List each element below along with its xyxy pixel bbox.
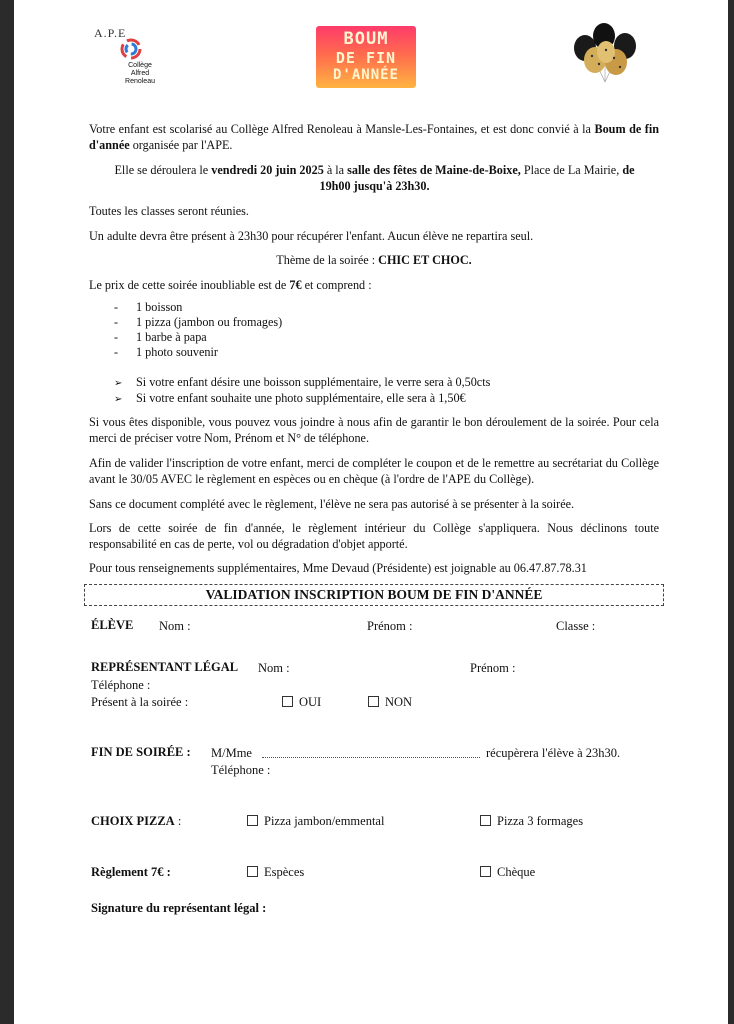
document-page — [14, 0, 728, 1024]
included-list — [114, 300, 282, 360]
list-item: ➢ Si votre enfant désire une boisson supplémentaire, le verre sera à 0,50cts — [114, 375, 491, 389]
especes-checkbox[interactable]: Espèces — [247, 865, 304, 880]
theme-paragraph: Thème de la soirée : CHIC ET CHOC. — [276, 253, 472, 267]
rules-paragraph: Lors de cette soirée de fin d'année, le règlement intérieur du Collège s'appliquera. Nous déclinons toute responsabilité en cas de perte, vol ou dégradation d'objet apporté. — [89, 521, 659, 551]
arrow-bullet-icon: ➢ — [114, 394, 123, 405]
payment-warning-paragraph: Sans ce document complété avec le règlement, l'élève ne sera pas autorisé à se présenter à la soirée. — [89, 497, 575, 511]
extras-list — [114, 375, 490, 407]
representant-telephone-field[interactable]: Téléphone : — [91, 678, 151, 692]
boum-logo-line2: DE FIN — [335, 49, 397, 67]
present-non-checkbox[interactable]: NON — [368, 695, 412, 710]
contact-paragraph: Pour tous renseignements supplémentaires, Mme Devaud (Présidente) est joignable au 06.47.87.78.31 — [89, 561, 587, 575]
intro-paragraph: Votre enfant est scolarisé au Collège Alfred Renoleau à Mansle-Les-Fontaines, et est donc convié à la Boum de fin d'année organisée par l'APE. — [89, 122, 659, 152]
representant-label: REPRÉSENTANT LÉGAL — [91, 660, 239, 674]
form-title: VALIDATION INSCRIPTION BOUM DE FIN D'ANNÉE — [205, 587, 543, 602]
eleve-prenom-field[interactable]: Prénom : — [367, 619, 413, 633]
ape-logo-title: A.P.E — [94, 26, 127, 40]
registration-paragraph: Afin de valider l'inscription de votre enfant, merci de compléter le coupon et de le remettre au secrétariat du Collège avant le 30/05 AVEC le règlement en espèces ou en chèque (à l'ordre de l'APE du Collège). — [89, 456, 659, 486]
form-title-frame — [84, 584, 664, 606]
boum-logo — [316, 26, 416, 88]
boum-logo-line3: D'ANNÉE — [332, 67, 399, 83]
representant-nom-field[interactable]: Nom : — [258, 661, 290, 675]
arrow-bullet-icon: ➢ — [114, 378, 123, 389]
ape-logo — [92, 24, 155, 94]
present-oui-checkbox[interactable]: OUI — [282, 695, 321, 710]
mmme-label: M/Mme — [211, 746, 252, 760]
representant-prenom-field[interactable]: Prénom : — [470, 661, 516, 675]
eleve-label: ÉLÈVE — [91, 618, 134, 632]
eleve-classe-field[interactable]: Classe : — [556, 619, 596, 633]
price-paragraph: Le prix de cette soirée inoubliable est de 7€ et comprend : — [89, 278, 372, 292]
classes-paragraph: Toutes les classes seront réunies. — [89, 204, 249, 218]
fin-soiree-label: FIN DE SOIRÉE : — [91, 745, 191, 759]
ape-swirl-icon — [120, 38, 142, 60]
volunteer-paragraph: Si vous êtes disponible, vous pouvez vous joindre à nous afin de garantir le bon déroulement de la soirée. Pour cela merci de préciser votre Nom, Prénom et N° de téléphone. — [89, 415, 659, 445]
list-item: - 1 photo souvenir — [114, 345, 218, 359]
present-label: Présent à la soirée : — [91, 695, 189, 709]
pizza-jambon-checkbox[interactable]: Pizza jambon/emmental — [247, 814, 384, 829]
list-item: ➢ Si votre enfant souhaite une photo supplémentaire, elle sera à 1,50€ — [114, 391, 466, 405]
balloons-icon — [570, 20, 640, 86]
recup-text: récupèrera l'élève à 23h30. — [486, 746, 621, 760]
adult-paragraph: Un adulte devra être présent à 23h30 pour récupérer l'enfant. Aucun élève ne repartira seul. — [89, 229, 534, 243]
event-details-paragraph: Elle se déroulera le vendredi 20 juin 2025 à la salle des fêtes de Maine-de-Boixe, Place de La Mairie, de 19h00 jusqu'à 23h30. — [114, 163, 635, 193]
cheque-checkbox[interactable]: Chèque — [480, 865, 535, 880]
ape-logo-school: Collège Alfred Renoleau — [125, 62, 155, 85]
mmme-input-line[interactable] — [262, 757, 480, 758]
eleve-nom-field[interactable]: Nom : — [159, 619, 191, 633]
boum-logo-line1: BOUM — [343, 29, 389, 49]
fin-telephone-field[interactable]: Téléphone : — [211, 763, 271, 777]
signature-label: Signature du représentant légal : — [91, 901, 267, 915]
pizza-fromages-checkbox[interactable]: Pizza 3 formages — [480, 814, 583, 829]
reglement-label: Règlement 7€ : — [91, 865, 171, 879]
list-item: - 1 boisson — [114, 300, 183, 314]
pizza-label: CHOIX PIZZA : — [91, 814, 182, 828]
list-item: - 1 barbe à papa — [114, 330, 207, 344]
list-item: - 1 pizza (jambon ou fromages) — [114, 315, 283, 329]
